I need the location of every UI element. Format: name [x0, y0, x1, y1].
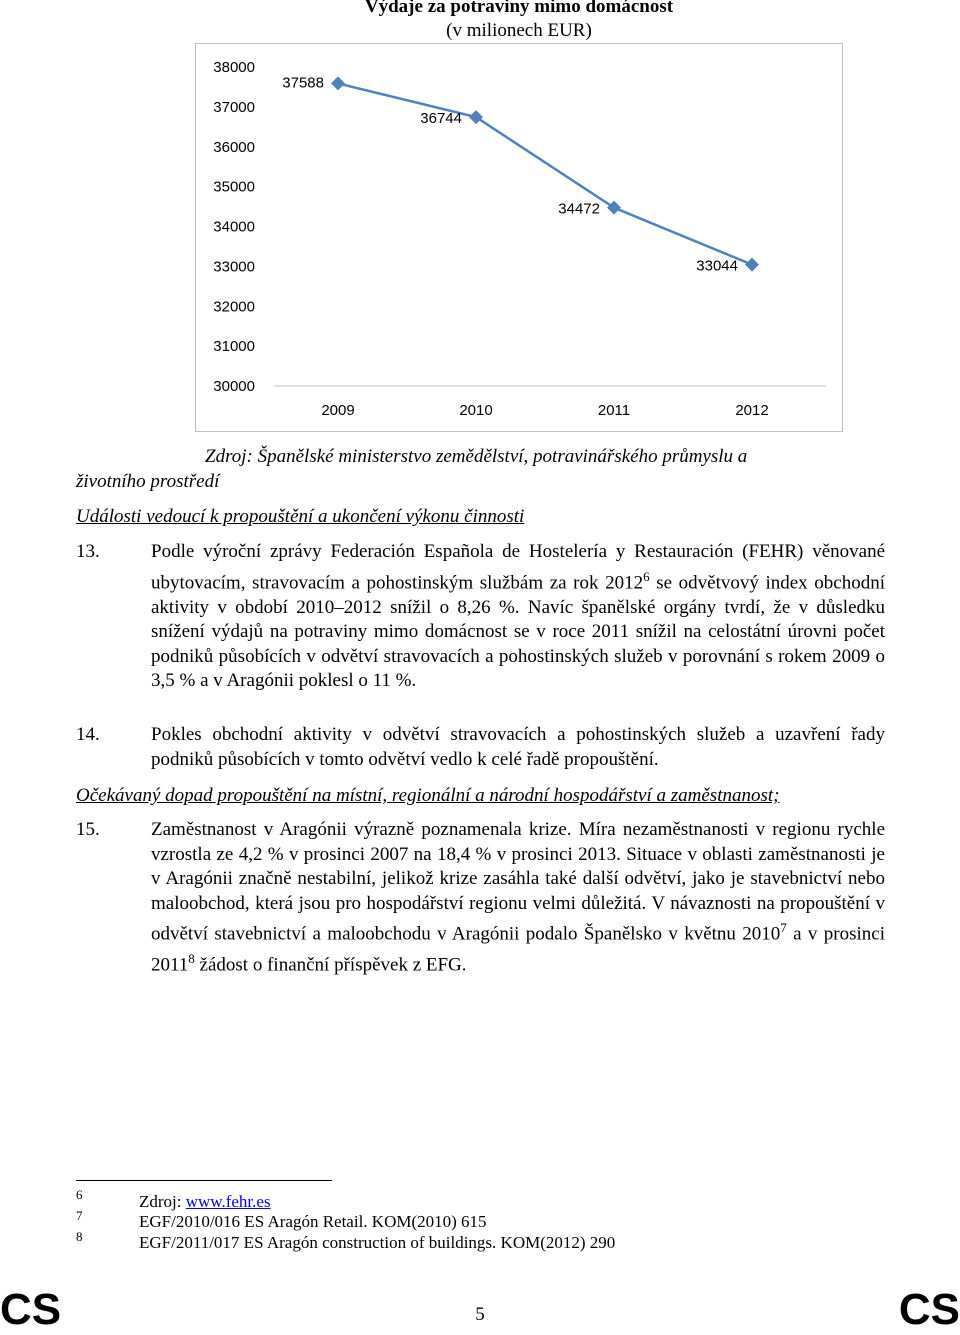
- y-tick-label-7: 37000: [213, 98, 255, 116]
- line-chart: [196, 44, 842, 431]
- data-label-2: 34472: [558, 200, 600, 218]
- data-label-3: 33044: [696, 257, 738, 275]
- figure-title: Výdaje za potraviny mimo domácnost: [364, 0, 674, 17]
- paragraph-13-text-a: Podle výroční zprávy Federación Española de Hostelería y Restauración (FEHR) věnované ubytovacím, stravovacím a pohostinským službám za rok 2012: [151, 541, 885, 593]
- footnote-ref-8[interactable]: 8: [188, 951, 195, 967]
- footnote-number-7: 7: [76, 1208, 83, 1223]
- paragraph-number-15: 15.: [76, 819, 100, 840]
- footnote-6-prefix: Zdroj:: [139, 1192, 186, 1211]
- y-tick-label-3: 33000: [213, 258, 255, 276]
- paragraph-15-text-a: Zaměstnanost v Aragónii výrazně poznamenala krize. Míra nezaměstnanosti v regionu rychle vzrostla ze 4,2 % v prosinci 2007 na 18,4 % v prosinci 2013. Situace v oblasti zaměstnanosti je v Aragónii značně nestabilní, jelikož krize zasáhla také další odvětví, jako je stavebnictví nebo maloobchod, která jsou pro hospodářství regionu velmi důležitá. V návaznosti na propouštění v odvětví stavebnictví a maloobchodu v Aragónii podalo Španělsko v květnu 2010: [151, 819, 885, 945]
- y-tick-label-0: 30000: [213, 378, 255, 395]
- x-tick-label-3: 2012: [735, 402, 769, 419]
- paragraph-13-text-b: se odvětvový index obchodní aktivity v období 2010–2012 snížil o 8,26 %. Navíc španělské orgány tvrdí, že v důsledku snížení výdajů na potraviny mimo domácnost se v roce 2011 snížil na celostátní úrovni počet podniků působících v odvětví stravovacích a pohostinských služeb v porovnání s rokem 2009 o 3,5 % a v Aragónii poklesl o 11 %.: [151, 571, 885, 692]
- fehr-link[interactable]: www.fehr.es: [185, 1192, 271, 1211]
- figure-source-cont: životního prostředí: [76, 471, 220, 492]
- chart-frame: [195, 43, 843, 432]
- series-line: [338, 83, 752, 264]
- figure-subtitle: (v milionech EUR): [446, 20, 592, 41]
- paragraph-13: [151, 540, 885, 694]
- footnote-number-6: 6: [76, 1187, 83, 1202]
- footer-language-left: CS: [0, 1285, 62, 1334]
- x-tick-label-0: 2009: [321, 402, 355, 419]
- paragraph-number-14: 14.: [76, 724, 100, 745]
- x-tick-label-2: 2011: [597, 402, 631, 419]
- data-label-0: 37588: [282, 74, 324, 92]
- footnote-ref-6[interactable]: 6: [643, 568, 650, 584]
- data-point-2: [607, 201, 621, 215]
- page-number: 5: [475, 1304, 485, 1325]
- data-label-1: 36744: [420, 110, 462, 128]
- footnote-ref-7[interactable]: 7: [780, 920, 787, 936]
- section-heading-impact: Očekávaný dopad propouštění na místní, regionální a národní hospodářství a zaměstnanost;: [76, 785, 780, 806]
- footer-language-right: CS: [898, 1285, 960, 1334]
- paragraph-15-text-c: žádost o finanční příspěvek z EFG.: [194, 954, 467, 976]
- y-tick-label-6: 36000: [213, 138, 255, 156]
- paragraph-15-text-b: a v prosinci 2011: [151, 923, 885, 976]
- footnote-8: EGF/2011/017 ES Aragón construction of buildings. KOM(2012) 290: [139, 1233, 616, 1252]
- footnote-number-8: 8: [76, 1229, 83, 1244]
- data-point-3: [745, 258, 759, 272]
- footnote-6: [139, 1192, 271, 1212]
- y-tick-label-2: 32000: [213, 298, 255, 316]
- figure-source: Zdroj: Španělské ministerstvo zemědělství, potravinářského průmyslu a: [205, 446, 748, 467]
- y-tick-label-8: 38000: [213, 59, 255, 76]
- footnote-7: EGF/2010/016 ES Aragón Retail. KOM(2010) 615: [139, 1212, 487, 1231]
- section-heading-events: Události vedoucí k propouštění a ukončení výkonu činnosti: [76, 506, 525, 527]
- data-point-0: [331, 76, 345, 90]
- y-tick-label-5: 35000: [213, 178, 255, 196]
- paragraph-number-13: 13.: [76, 541, 100, 562]
- paragraph-15: [151, 818, 885, 978]
- paragraph-14: Pokles obchodní aktivity v odvětví stravovacích a pohostinských služeb a uzavření řady podniků působících v tomto odvětví vedlo k celé řadě propouštění.: [151, 724, 885, 770]
- footnote-separator: [76, 1180, 332, 1181]
- y-tick-label-1: 31000: [213, 338, 255, 356]
- y-tick-label-4: 34000: [213, 218, 255, 236]
- data-point-1: [469, 110, 483, 124]
- x-tick-label-1: 2010: [459, 402, 493, 419]
